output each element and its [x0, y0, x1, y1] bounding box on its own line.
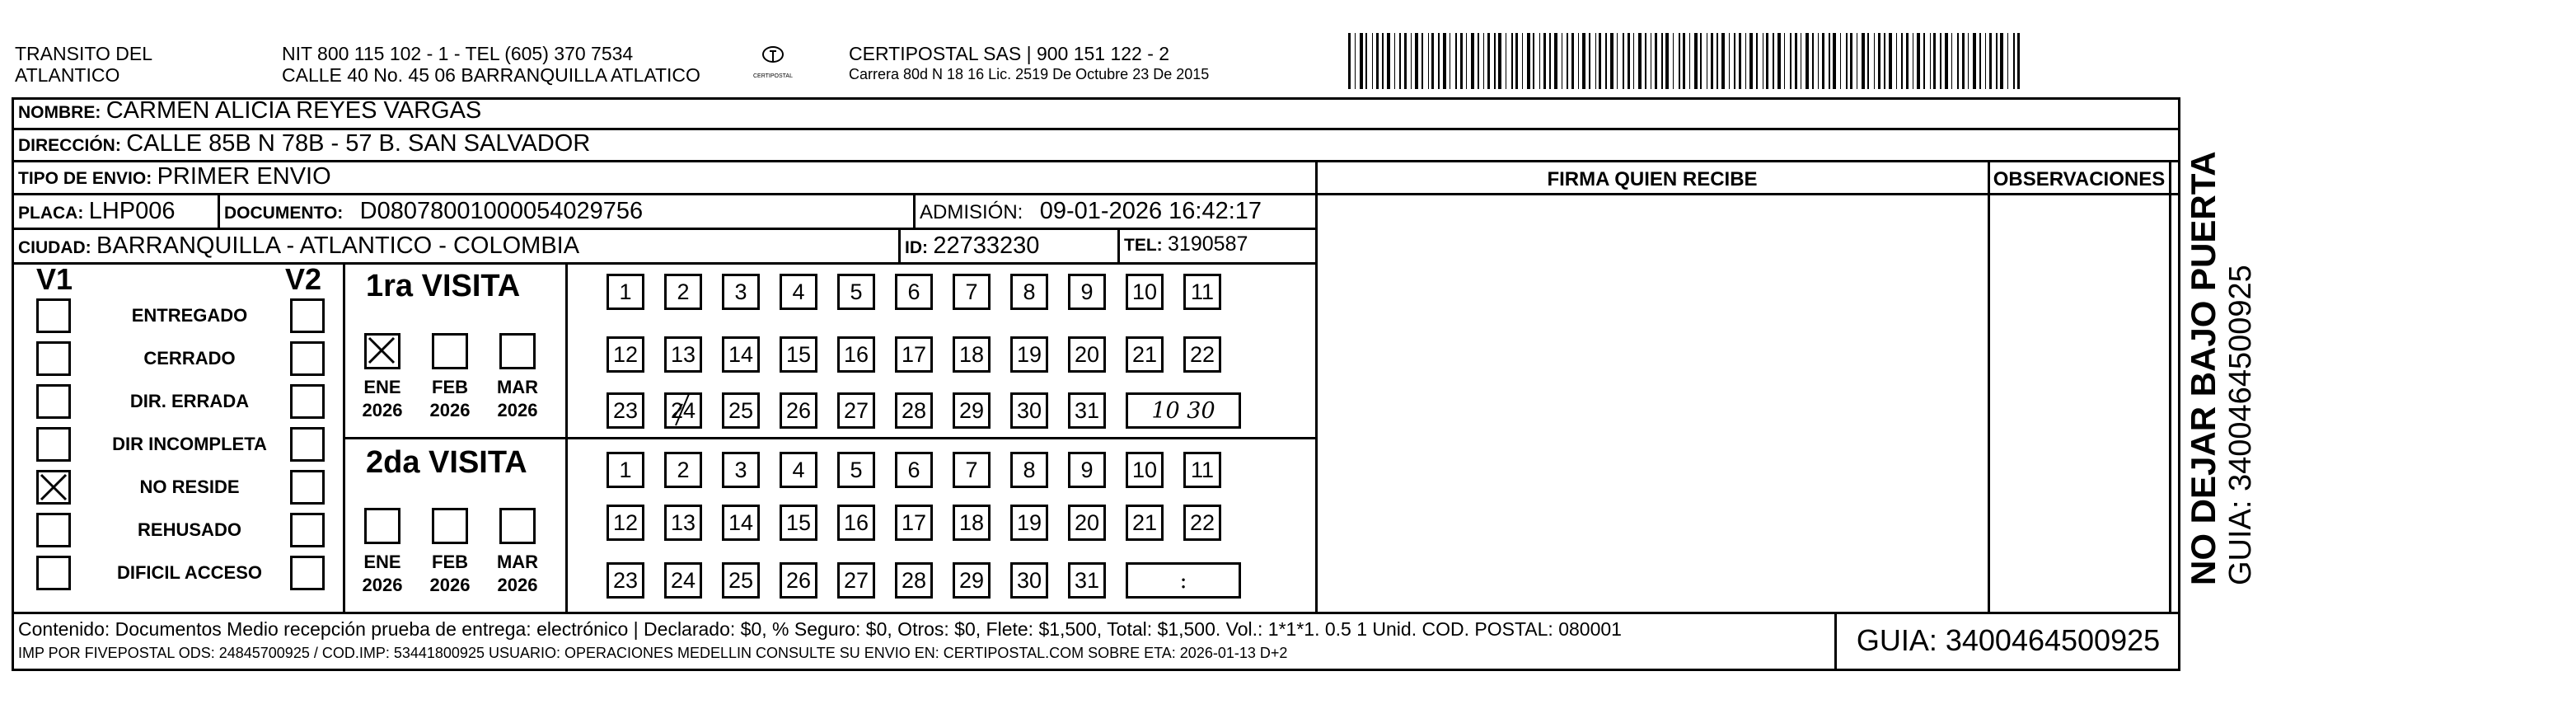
day-box[interactable]: 21	[1126, 336, 1164, 373]
observations-area[interactable]	[1990, 195, 2166, 610]
observaciones-header: OBSERVACIONES	[1993, 168, 2166, 190]
direccion-value: CALLE 85B N 78B - 57 B. SAN SALVADOR	[126, 130, 591, 157]
status-option-label: ENTREGADO	[131, 305, 248, 326]
month-label	[425, 376, 475, 422]
month-checkbox[interactable]	[364, 508, 400, 544]
second-visit-title: 2da VISITA	[366, 445, 527, 480]
svg-text:CERTIPOSTAL: CERTIPOSTAL	[753, 73, 793, 79]
day-box[interactable]: 9	[1068, 452, 1106, 488]
month-name: ENE	[363, 552, 401, 572]
day-box[interactable]: 26	[780, 562, 817, 599]
day-box[interactable]: 14	[722, 336, 760, 373]
day-box[interactable]: 27	[837, 562, 875, 599]
v1-checkbox[interactable]	[36, 341, 71, 376]
month-label	[493, 551, 542, 597]
day-box[interactable]: 8	[1010, 452, 1048, 488]
day-box[interactable]: 28	[895, 392, 933, 429]
day-box[interactable]: 25	[722, 392, 760, 429]
month-checkbox[interactable]	[499, 508, 536, 544]
day-box[interactable]: 4	[780, 274, 817, 310]
status-option-label: CERRADO	[143, 348, 236, 369]
day-box[interactable]: 19	[1010, 336, 1048, 373]
day-box[interactable]: 4	[780, 452, 817, 488]
first-visit-title: 1ra VISITA	[366, 269, 521, 303]
day-box[interactable]: 18	[953, 505, 991, 541]
day-box[interactable]: 7	[953, 274, 991, 310]
day-box[interactable]: 16	[837, 336, 875, 373]
month-year: 2026	[362, 400, 403, 420]
v1-checkbox[interactable]	[36, 298, 71, 333]
nombre-value: CARMEN ALICIA REYES VARGAS	[105, 97, 482, 124]
courier-info	[849, 43, 1209, 84]
v2-checkbox[interactable]	[290, 384, 325, 419]
day-box[interactable]: 12	[607, 336, 644, 373]
admision-label: ADMISIÓN:	[920, 201, 1023, 223]
documento-value: D08078001000054029756	[359, 198, 644, 224]
day-box[interactable]: 16	[837, 505, 875, 541]
month-year: 2026	[497, 575, 538, 595]
month-name: ENE	[363, 377, 401, 397]
month-year: 2026	[429, 575, 471, 595]
day-box[interactable]: 21	[1126, 505, 1164, 541]
firma-header: FIRMA QUIEN RECIBE	[1547, 168, 1758, 190]
v2-checkbox[interactable]	[290, 556, 325, 590]
sender-line-1: TRANSITO DEL	[15, 43, 152, 64]
certipostal-logo	[752, 41, 794, 82]
admision-field	[920, 198, 1262, 225]
documento-label: DOCUMENTO:	[224, 204, 344, 223]
sender-nit: NIT 800 115 102 - 1 - TEL (605) 370 7534	[282, 43, 634, 64]
time-box[interactable]: 10 30	[1126, 392, 1241, 429]
month-name: MAR	[496, 377, 539, 397]
v1-checkbox[interactable]	[36, 427, 71, 462]
day-box[interactable]: 23	[607, 562, 644, 599]
barcode	[1348, 33, 2027, 89]
day-box[interactable]: 22	[1183, 336, 1221, 373]
tipo-envio-field	[18, 163, 331, 190]
footer-guia: GUIA: 3400464500925	[1856, 623, 2161, 657]
no-dejar-warning: NO DEJAR BAJO PUERTA	[2184, 151, 2222, 585]
day-box[interactable]: 17	[895, 336, 933, 373]
month-year: 2026	[497, 400, 538, 420]
day-box[interactable]: 5	[837, 452, 875, 488]
status-option-label: DIR. ERRADA	[129, 391, 250, 411]
side-guia: GUIA: 3400464500925	[2223, 265, 2258, 585]
id-field	[905, 232, 1039, 260]
month-label	[358, 551, 407, 597]
month-name: MAR	[496, 552, 539, 572]
ciudad-label: CIUDAD:	[18, 238, 91, 257]
day-box[interactable]: 5	[837, 274, 875, 310]
nombre-field	[18, 97, 481, 124]
id-label: ID:	[905, 238, 928, 257]
v2-checkbox[interactable]	[290, 427, 325, 462]
day-box[interactable]: 31	[1068, 392, 1106, 429]
day-box[interactable]: 10	[1126, 452, 1164, 488]
tel-value: 3190587	[1168, 232, 1248, 256]
day-box[interactable]: 18	[953, 336, 991, 373]
v2-checkbox[interactable]	[290, 341, 325, 376]
day-box[interactable]: 14	[722, 505, 760, 541]
day-box[interactable]: 6	[895, 274, 933, 310]
status-option-label: DIFICIL ACCESO	[116, 562, 262, 583]
day-box[interactable]: 10	[1126, 274, 1164, 310]
month-label	[425, 551, 475, 597]
status-option-label: NO RESIDE	[139, 477, 240, 497]
day-box[interactable]: 11	[1183, 274, 1221, 310]
ciudad-value: BARRANQUILLA - ATLANTICO - COLOMBIA	[96, 232, 580, 259]
day-box[interactable]: 23	[607, 392, 644, 429]
day-box[interactable]: 3	[722, 452, 760, 488]
day-box[interactable]: 20	[1068, 336, 1106, 373]
day-box[interactable]: 15	[780, 336, 817, 373]
id-value: 22733230	[933, 232, 1040, 259]
tipo-envio-label: TIPO DE ENVIO:	[18, 169, 152, 188]
day-box[interactable]: 29	[953, 392, 991, 429]
month-checkbox[interactable]	[364, 333, 400, 369]
day-box[interactable]: 2	[664, 452, 702, 488]
day-box[interactable]: 15	[780, 505, 817, 541]
day-box[interactable]: 13	[664, 336, 702, 373]
v1-checkbox[interactable]	[36, 470, 71, 505]
tel-field	[1124, 232, 1248, 256]
day-box[interactable]: 7	[953, 452, 991, 488]
v1-header: V1	[36, 262, 73, 296]
v2-checkbox[interactable]	[290, 470, 325, 505]
documento-field	[224, 198, 643, 225]
day-box[interactable]: 12	[607, 505, 644, 541]
placa-label: PLACA:	[18, 204, 84, 223]
nombre-label: NOMBRE:	[18, 103, 101, 122]
day-box[interactable]: 6	[895, 452, 933, 488]
day-box[interactable]: 13	[664, 505, 702, 541]
day-box[interactable]: 25	[722, 562, 760, 599]
sender-address: CALLE 40 No. 45 06 BARRANQUILLA ATLATICO	[282, 64, 700, 86]
v1-checkbox[interactable]	[36, 556, 71, 590]
day-box[interactable]: 24	[664, 392, 702, 429]
tel-label: TEL:	[1124, 236, 1163, 255]
direccion-field	[18, 130, 590, 157]
month-year: 2026	[362, 575, 403, 595]
signature-area[interactable]	[1318, 195, 1985, 610]
day-box[interactable]: 30	[1010, 562, 1048, 599]
day-box[interactable]: 24	[664, 562, 702, 599]
ciudad-field	[18, 232, 579, 260]
day-box[interactable]: 28	[895, 562, 933, 599]
v1-checkbox[interactable]	[36, 384, 71, 419]
sender-line-2: ATLANTICO	[15, 64, 120, 86]
month-name: FEB	[432, 377, 468, 397]
print-info-line: IMP POR FIVEPOSTAL ODS: 24845700925 / COD.IMP: 53441800925 USUARIO: OPERACIONES MEDELLIN CONSULTE SU ENVIO EN: CERTIPOSTAL.COM SOBRE ETA: 2026-01-13 D+2	[18, 645, 1288, 661]
day-box[interactable]: 1	[607, 274, 644, 310]
v2-checkbox[interactable]	[290, 513, 325, 547]
side-text	[2184, 124, 2258, 585]
v2-header: V2	[285, 262, 322, 296]
courier-address: Carrera 80d N 18 16 Lic. 2519 De Octubre 23 De 2015	[849, 66, 1210, 82]
month-name: FEB	[432, 552, 468, 572]
day-box[interactable]: 29	[953, 562, 991, 599]
v2-checkbox[interactable]	[290, 298, 325, 333]
v1-checkbox[interactable]	[36, 513, 71, 547]
admision-value: 09-01-2026 16:42:17	[1039, 198, 1262, 224]
month-label	[493, 376, 542, 422]
day-box[interactable]: 11	[1183, 452, 1221, 488]
month-checkbox[interactable]	[432, 333, 468, 369]
contents-line: Contenido: Documentos Medio recepción prueba de entrega: electrónico | Declarado: $0, % Seguro: $0, Otros: $0, Flete: $1,500, Total: $1,500. Vol.: 1*1*1. 0.5 1 Unid. COD. POSTAL: 080001	[18, 618, 1622, 640]
courier-name: CERTIPOSTAL SAS | 900 151 122 - 2	[849, 43, 1170, 64]
day-box[interactable]: 20	[1068, 505, 1106, 541]
day-box[interactable]: 27	[837, 392, 875, 429]
direccion-label: DIRECCIÓN:	[18, 136, 121, 155]
day-box[interactable]: 1	[607, 452, 644, 488]
day-box[interactable]: 26	[780, 392, 817, 429]
tipo-envio-value: PRIMER ENVIO	[157, 163, 331, 190]
sender-info	[282, 43, 700, 86]
day-box[interactable]: 30	[1010, 392, 1048, 429]
day-box[interactable]: 19	[1010, 505, 1048, 541]
placa-field	[18, 198, 176, 225]
day-box[interactable]: 8	[1010, 274, 1048, 310]
day-box[interactable]: 22	[1183, 505, 1221, 541]
day-box[interactable]: 3	[722, 274, 760, 310]
month-label	[358, 376, 407, 422]
month-checkbox[interactable]	[432, 508, 468, 544]
time-box[interactable]: :	[1126, 562, 1241, 599]
day-box[interactable]: 17	[895, 505, 933, 541]
status-option-label: DIR INCOMPLETA	[112, 434, 267, 454]
day-box[interactable]: 2	[664, 274, 702, 310]
day-box[interactable]: 31	[1068, 562, 1106, 599]
status-option-label: REHUSADO	[138, 519, 241, 540]
sender-name	[15, 43, 152, 86]
placa-value: LHP006	[88, 198, 176, 224]
month-year: 2026	[429, 400, 471, 420]
month-checkbox[interactable]	[499, 333, 536, 369]
day-box[interactable]: 9	[1068, 274, 1106, 310]
